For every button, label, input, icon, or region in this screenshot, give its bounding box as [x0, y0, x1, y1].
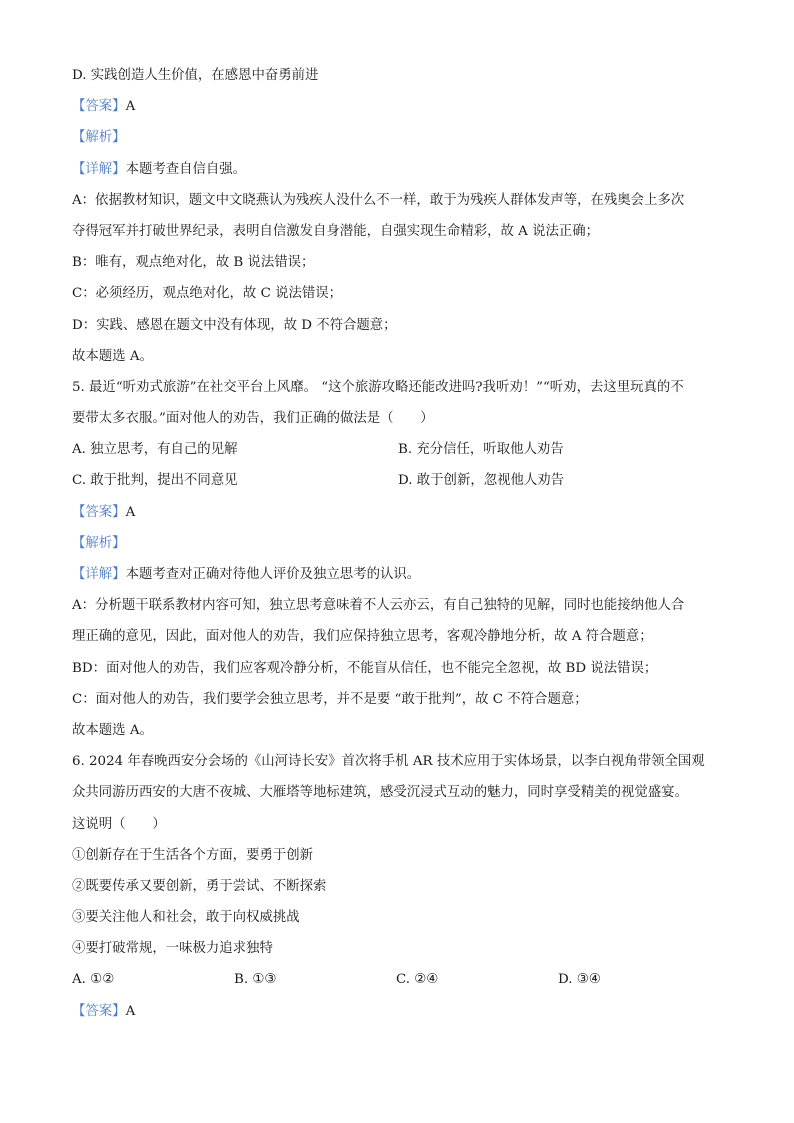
q6-option-a: A. ①② — [72, 972, 115, 988]
q6-statement-3: ③要关注他人和社会，敢于向权威挑战 — [72, 910, 300, 926]
q5-option-c: C. 敢于批判，提出不同意见 — [72, 473, 238, 489]
q4-answer — [72, 95, 728, 126]
q5-detail — [72, 563, 728, 594]
q4-explanation-line: B：唯有，观点绝对化，故 B 说法错误； — [72, 255, 315, 271]
q5-stem-line: 5. 最近“听劝式旅游”在社交平台上风靡。 “这个旅游攻略还能改进吗?我听劝！”“听劝，去这里玩真的不 — [72, 379, 684, 395]
q5-option-b: B. 充分信任，听取他人劝告 — [398, 442, 564, 458]
q6-answer — [72, 1000, 728, 1031]
analysis-tag: 【解析】 — [72, 130, 126, 146]
q6-statement-1: ①创新存在于生活各个方面，要勇于创新 — [72, 847, 314, 863]
q5-explanation-line: A：分析题干联系教材内容可知，独立思考意味着不人云亦云，有自己独特的见解，同时也能接纳他人合 — [72, 598, 685, 614]
q6-option-c: C. ②④ — [396, 972, 439, 988]
q5-explanation-line: BD：面对他人的劝告，我们应客观冷静分析，不能盲从信任，也不能完全忽视，故 BD 说法错误； — [72, 660, 658, 676]
q5-conclusion: 故本题选 A。 — [72, 722, 153, 738]
q6-stem-line: 这说明（ ） — [72, 816, 166, 832]
detail-tag: 【详解】 — [72, 161, 126, 177]
q5-stem-line: 要带太多衣服。”面对他人的劝告，我们正确的做法是（ ） — [72, 411, 434, 427]
q4-explanation-line: C：必须经历，观点绝对化，故 C 说法错误； — [72, 286, 343, 302]
analysis-tag: 【解析】 — [72, 535, 126, 551]
q6-option-b: B. ①③ — [234, 972, 277, 988]
detail-tag: 【详解】 — [72, 567, 126, 582]
q5-explanation-line: 理正确的意见，因此，面对他人的劝告，我们应保持独立思考，客观冷静地分析，故 A 符合题意； — [72, 629, 653, 645]
answer-value: A — [125, 99, 136, 115]
answer-tag: 【答案】 — [72, 1003, 126, 1019]
detail-text: 本题考查对正确对待他人评价及独立思考的认识。 — [125, 567, 421, 582]
q4-option-d: D. 实践创造人生价值，在感恩中奋勇前进 — [72, 68, 319, 83]
q6-options-row — [72, 968, 728, 999]
answer-tag: 【答案】 — [72, 99, 126, 115]
q4-explanation-line: D：实践、感恩在题文中没有体现，故 D 不符合题意； — [72, 317, 397, 333]
q6-stem-line: 6. 2024 年春晚西安分会场的《山河诗长安》首次将手机 AR 技术应用于实体场景，以李白视角带领全国观 — [72, 754, 705, 770]
detail-text: 本题考查自信自强。 — [125, 161, 247, 177]
q4-explanation-line: 夺得冠军并打破世界纪录，表明自信激发自身潜能，自强实现生命精彩，故 A 说法正确； — [72, 223, 600, 239]
q5-analysis — [72, 532, 728, 563]
q6-statement-4: ④要打破常规，一味极力追求独特 — [72, 941, 273, 957]
q6-option-d: D. ③④ — [558, 972, 601, 988]
q6-statement-2: ②既要传承又要创新，勇于尝试、不断探索 — [72, 878, 327, 894]
q6-stem-line: 众共同游历西安的大唐不夜城、大雁塔等地标建筑，感受沉浸式互动的魅力，同时享受精美的视觉盛宴。 — [72, 785, 688, 801]
q4-analysis — [72, 126, 728, 157]
q5-option-a: A. 独立思考，有自己的见解 — [72, 442, 238, 458]
q4-explanation-line: A：依据教材知识，题文中文晓燕认为残疾人没什么不一样，敢于为残疾人群体发声等，在残奥会上多次 — [72, 192, 685, 208]
q4-conclusion: 故本题选 A。 — [72, 348, 153, 364]
answer-tag: 【答案】 — [72, 504, 126, 520]
document-page — [72, 64, 728, 1031]
q5-answer — [72, 501, 728, 532]
q5-option-d: D. 敢于创新，忽视他人劝告 — [398, 473, 565, 489]
q5-options-row — [72, 438, 728, 469]
answer-value: A — [125, 1003, 136, 1019]
q5-explanation-line: C：面对他人的劝告，我们要学会独立思考，并不是要 “敢于批判”，故 C 不符合题意； — [72, 691, 588, 707]
q4-detail — [72, 158, 728, 189]
answer-value: A — [125, 504, 136, 520]
q5-options-row — [72, 469, 728, 500]
